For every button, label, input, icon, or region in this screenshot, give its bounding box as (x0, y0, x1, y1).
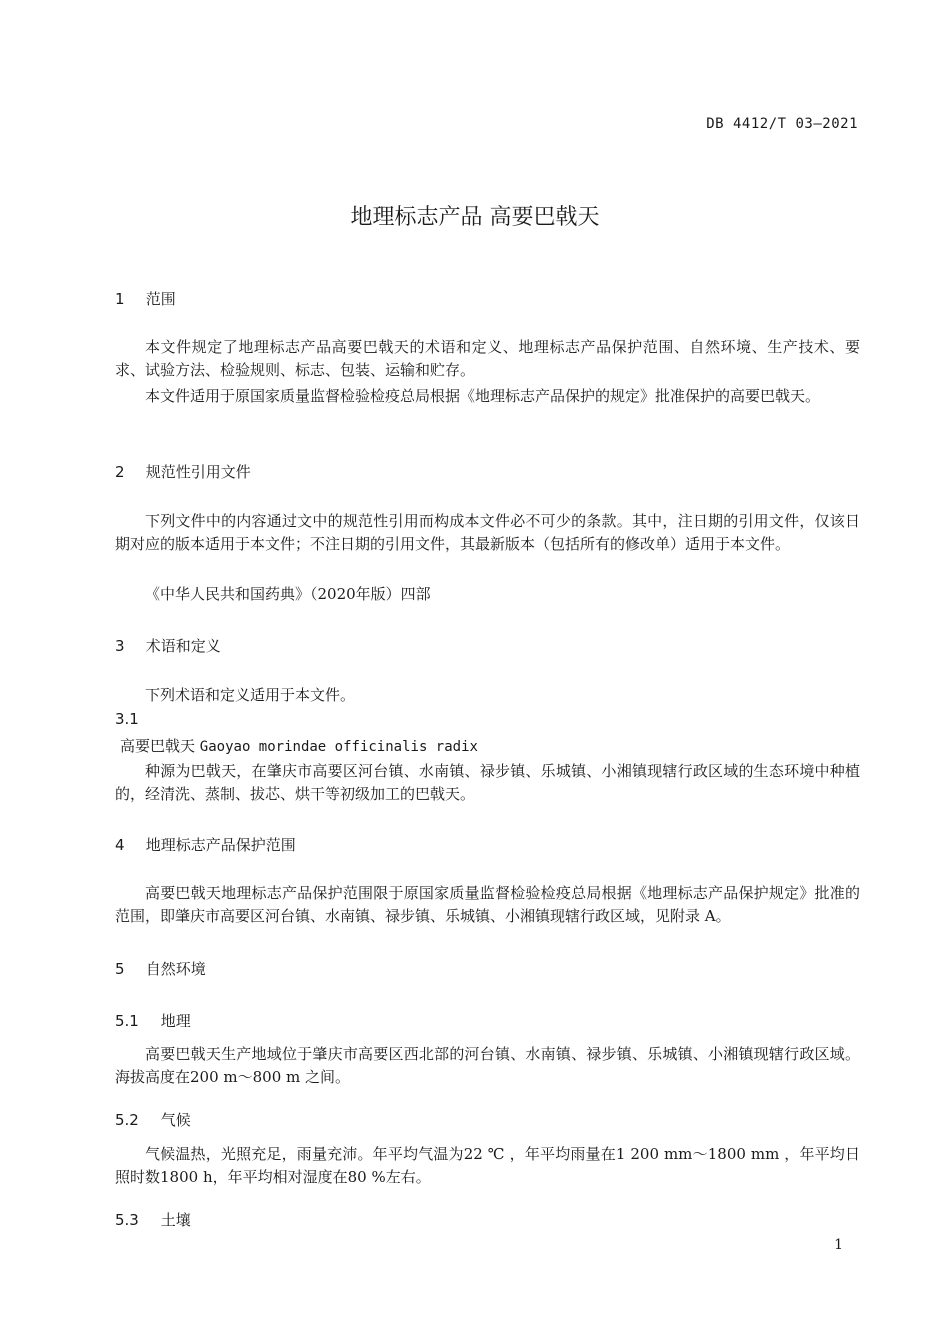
subsection-5-2-heading (115, 1109, 860, 1130)
section-3-heading (115, 635, 860, 656)
section-number: 2 (115, 463, 125, 481)
section-2-heading (115, 461, 860, 482)
subsection-3-1-number: 3.1 (115, 710, 139, 728)
section-title: 范围 (145, 290, 176, 308)
page-number: 1 (834, 1237, 843, 1253)
term-chinese: 高要巴戟天 (120, 737, 196, 755)
section-title: 术语和定义 (145, 637, 221, 655)
subsection-title: 气候 (160, 1111, 191, 1129)
section-number: 1 (115, 290, 125, 308)
subsection-5-1-heading (115, 1010, 860, 1031)
section-number: 4 (115, 836, 125, 854)
section-4-heading (115, 834, 860, 855)
subsection-title: 土壤 (160, 1211, 191, 1229)
section-3-paragraph-1: 下列术语和定义适用于本文件。 (145, 686, 356, 704)
section-2-reference: 《中华人民共和国药典》（2020年版）四部 (145, 585, 431, 603)
section-1-paragraph-1: 本文件规定了地理标志产品高要巴戟天的术语和定义、地理标志产品保护范围、自然环境、生产技术、要求、试验方法、检验规则、标志、包装、运输和贮存。 (115, 338, 860, 379)
section-2-paragraph-1: 下列文件中的内容通过文中的规范性引用而构成本文件必不可少的条款。其中，注日期的引用文件，仅该日期对应的版本适用于本文件；不注日期的引用文件，其最新版本（包括所有的修改单）适用于本文件。 (115, 512, 860, 553)
subsection-number: 5.3 (115, 1211, 139, 1229)
document-title: 地理标志产品 高要巴戟天 (350, 205, 600, 230)
section-title: 规范性引用文件 (145, 463, 251, 481)
subsection-5-3-heading (115, 1209, 860, 1230)
section-1-paragraph-2: 本文件适用于原国家质量监督检验检疫总局根据《地理标志产品保护的规定》批准保护的高要巴戟天。 (145, 387, 821, 405)
subsection-number: 5.2 (115, 1111, 139, 1129)
subsection-number: 5.1 (115, 1012, 139, 1030)
section-4-paragraph-1: 高要巴戟天地理标志产品保护范围限于原国家质量监督检验检疫总局根据《地理标志产品保护规定》批准的范围，即肇庆市高要区河台镇、水南镇、禄步镇、乐城镇、小湘镇现辖行政区域，见附录 A。 (115, 884, 860, 925)
section-5-heading (115, 958, 860, 979)
subsection-5-1-paragraph: 高要巴戟天生产地域位于肇庆市高要区西北部的河台镇、水南镇、禄步镇、乐城镇、小湘镇现辖行政区域。海拔高度在200 m～800 m 之间。 (115, 1045, 860, 1086)
section-number: 3 (115, 637, 125, 655)
section-title: 自然环境 (145, 960, 206, 978)
document-code: DB 4412/T 03—2021 (706, 116, 858, 132)
section-title: 地理标志产品保护范围 (145, 836, 296, 854)
term-definition: 种源为巴戟天，在肇庆市高要区河台镇、水南镇、禄步镇、乐城镇、小湘镇现辖行政区域的生态环境中种植的，经清洗、蒸制、拔芯、烘干等初级加工的巴戟天。 (115, 762, 860, 803)
subsection-title: 地理 (160, 1012, 191, 1030)
term-entry (115, 735, 865, 756)
subsection-5-2-paragraph: 气候温热，光照充足，雨量充沛。年平均气温为22 ℃ ，年平均雨量在1 200 mm～1800 mm ，年平均日照时数1800 h，年平均相对湿度在80 %左右。 (115, 1145, 860, 1186)
section-1-heading (115, 288, 860, 309)
term-english: Gaoyao morindae officinalis radix (199, 739, 478, 755)
section-number: 5 (115, 960, 125, 978)
